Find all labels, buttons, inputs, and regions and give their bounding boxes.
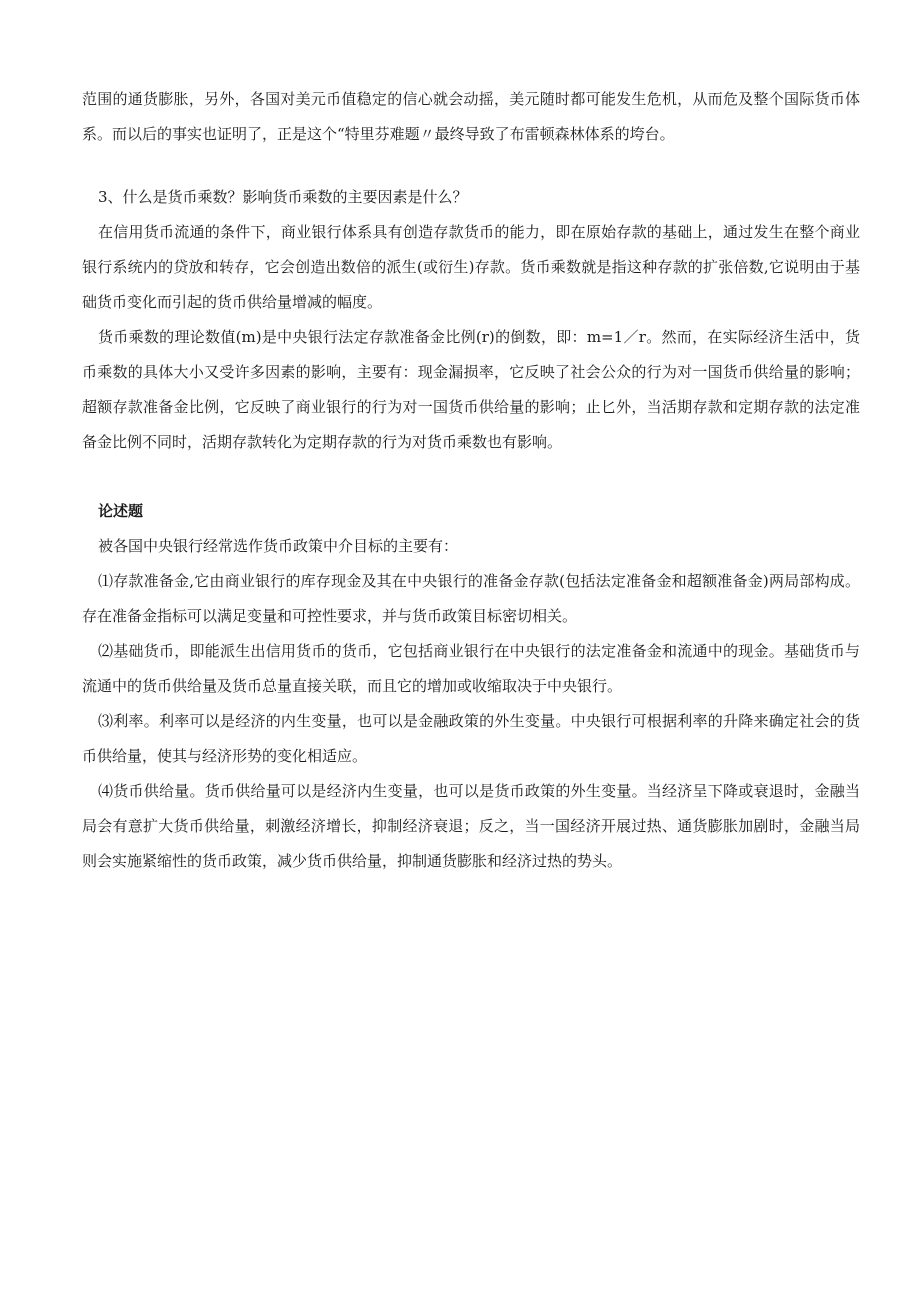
- essay-item-4: ⑷货币供给量。货币供给量可以是经济内生变量，也可以是货币政策的外生变量。当经济呈下降或衰退时，金融当局会有意扩大货币供给量，刺激经济增长，抑制经济衰退；反之，当一国经济开展过热、通货膨胀加剧时，金融当局则会实施紧缩性的货币政策，减少货币供给量，抑制通货膨胀和经济过热的势头。: [82, 782, 860, 870]
- question-3-title: 3、什么是货币乘数？影响货币乘数的主要因素是什么？: [98, 188, 468, 206]
- essay-item-2: ⑵基础货币，即能派生出信用货币的货币，它包括商业银行在中央银行的法定准备金和流通中的现金。基础货币与流通中的货币供给量及货币总量直接关联，而且它的增加或收缩取决于中央银行。: [82, 642, 860, 695]
- question-3-paragraph-1: 在信用货币流通的条件下，商业银行体系具有创造存款货币的能力，即在原始存款的基础上，通过发生在整个商业银行系统内的贷放和转存，它会创造出数倍的派生(或衍生)存款。货币乘数就是指这种存款的扩张倍数,它说明由于基础货币变化而引起的货币供给量增减的幅度。: [82, 223, 860, 311]
- question-3-paragraph-2: 货币乘数的理论数值(m)是中央银行法定存款准备金比例(r)的倒数，即：m=1／r。然而，在实际经济生活中，货币乘数的具体大小又受许多因素的影响，主要有：现金漏损率，它反映了社会公众的行为对一国货币供给量的影响；超额存款准备金比例，它反映了商业银行的行为对一国货币供给量的影响；止匕外，当活期存款和定期存款的法定准备金比例不同时，活期存款转化为定期存款的行为对货币乘数也有影响。: [82, 328, 860, 451]
- essay-item-3: ⑶利率。利率可以是经济的内生变量，也可以是金融政策的外生变量。中央银行可根据利率的升降来确定社会的货币供给量，使其与经济形势的变化相适应。: [82, 712, 860, 765]
- essay-item-1: ⑴存款准备金,它由商业银行的库存现金及其在中央银行的准备金存款(包括法定准备金和超额准备金)两局部构成。存在准备金指标可以满足变量和可控性要求，并与货币政策目标密切相关。: [82, 572, 860, 625]
- document-page: [82, 82, 860, 879]
- essay-intro: 被各国中央银行经常选作货币政策中介目标的主要有：: [98, 537, 459, 555]
- essay-heading: 论述题: [98, 502, 144, 520]
- intro-paragraph: 范围的通货膨胀，另外，各国对美元币值稳定的信心就会动摇，美元随时都可能发生危机，从而危及整个国际货币体系。而以后的事实也证明了，正是这个“特里芬难题〃最终导致了布雷顿森林体系的垮台。: [82, 90, 860, 143]
